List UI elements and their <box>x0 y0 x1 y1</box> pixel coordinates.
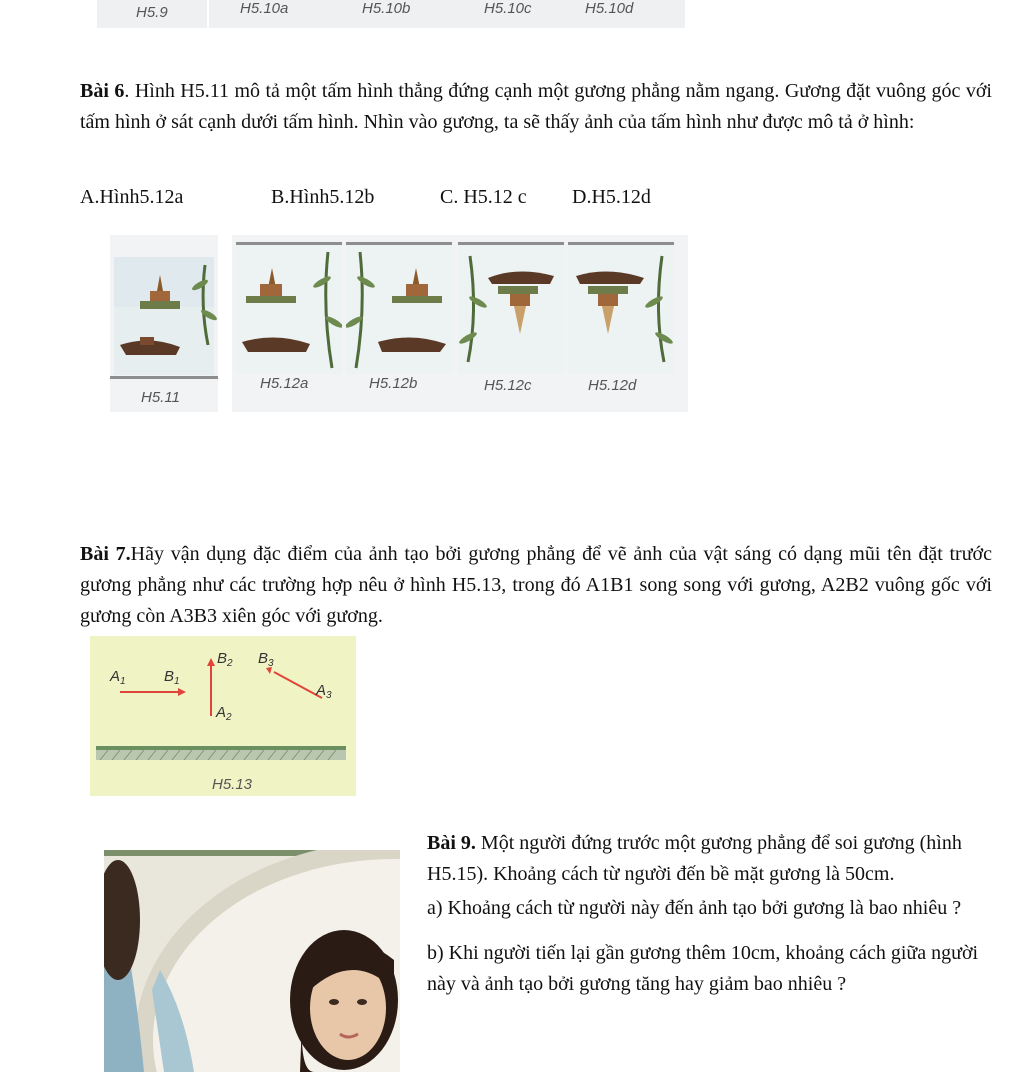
exercise-9-intro <box>427 828 987 890</box>
option-c: C. H5.12 c <box>440 186 527 208</box>
caption-h5-10a: H5.10a <box>240 0 289 17</box>
caption-h5-12b: H5.12b <box>369 375 418 392</box>
caption-h5-10b: H5.10b <box>362 0 411 17</box>
label-b1: $B_1$ <box>164 668 180 687</box>
exercise-7-text: Hãy vận dụng đặc điểm của ảnh tạo bởi gương phẳng để vẽ ảnh của vật sáng có dạng mũi tên đặt trước gương phẳng như các trường hợp nêu ở hình H5.13, trong đó A1B1 song song với gương, A2B2 vuông gốc với gương còn A3B3 xiên góc với gương. <box>80 543 992 627</box>
label-a2: $A_2$ <box>216 704 232 723</box>
panel-h5-12c <box>458 242 564 374</box>
strip-divider <box>207 0 209 28</box>
exercise-6-label: Bài 6 <box>80 80 125 102</box>
arrow-a2b2-head <box>207 658 215 666</box>
exercise-9-label: Bài 9. <box>427 832 476 854</box>
arrow-a1b1-head <box>178 688 186 696</box>
scene-image-h5-12a <box>236 242 342 374</box>
option-a: A.Hình5.12a <box>80 186 184 208</box>
arrow-a3b3 <box>274 672 322 698</box>
mirror-surface <box>96 746 346 750</box>
figure-h5-11 <box>110 235 218 412</box>
caption-h5-12a: H5.12a <box>260 375 309 392</box>
exercise-6 <box>80 76 992 138</box>
panel-h5-12d <box>568 242 674 374</box>
scene-image-h5-12c <box>458 242 564 374</box>
caption-h5-9: H5.9 <box>136 4 168 21</box>
option-b: B.Hình5.12b <box>271 186 375 208</box>
caption-h5-10d: H5.10d <box>585 0 634 17</box>
option-d: D.H5.12d <box>572 186 651 208</box>
exercise-9-question-b: b) Khi người tiến lại gần gương thêm 10cm, khoảng cách giữa người này và ảnh tạo bởi gương tăng hay giảm bao nhiêu ? <box>427 942 979 995</box>
label-b3: $B_3$ <box>258 650 274 669</box>
exercise-7 <box>80 539 992 632</box>
exercise-9 <box>427 828 987 1000</box>
caption-h5-12d: H5.12d <box>588 377 637 394</box>
scene-image-h5-12b <box>346 242 452 374</box>
mirror-photo <box>104 850 400 1072</box>
label-a3: $A_3$ <box>316 682 332 701</box>
caption-h5-12c: H5.12c <box>484 377 532 394</box>
exercise-9-question-a: a) Khoảng cách từ người này đến ảnh tạo bởi gương là bao nhiêu ? <box>427 897 962 919</box>
exercise-6-text: . Hình H5.11 mô tả một tấm hình thẳng đứng cạnh một gương phẳng nằm ngang. Gương đặt vuông góc với tấm hình ở sát cạnh dưới tấm hình. Nhìn vào gương, ta sẽ thấy ảnh của tấm hình như được mô tả ở hình: <box>80 80 992 133</box>
exercise-9-intro-text: Một người đứng trước một gương phẳng để soi gương (hình H5.15). Khoảng cách từ người đến bề mặt gương là 50cm. <box>427 832 962 885</box>
panel-h5-12b <box>346 242 452 374</box>
caption-h5-13: H5.13 <box>212 776 253 793</box>
exercise-7-label: Bài 7. <box>80 543 131 565</box>
label-a1: $A_1$ <box>110 668 126 687</box>
figure-h5-13 <box>90 636 356 796</box>
scene-image-h5-11 <box>110 235 218 380</box>
scene-image-h5-12d <box>568 242 674 374</box>
label-b2: $B_2$ <box>217 650 233 669</box>
caption-h5-11: H5.11 <box>141 389 180 406</box>
person-at-mirror-image <box>104 850 400 1072</box>
panel-h5-12a <box>236 242 342 374</box>
caption-h5-10c: H5.10c <box>484 0 532 17</box>
